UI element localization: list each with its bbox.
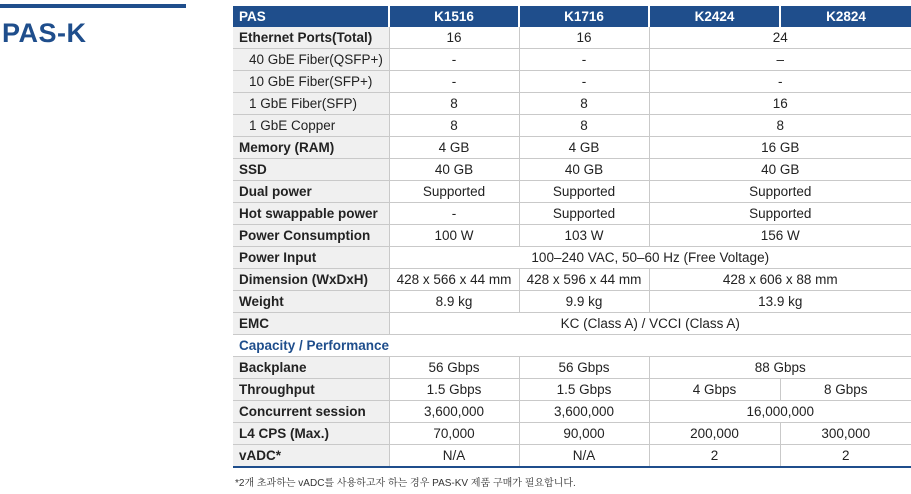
row-label: L4 CPS (Max.) — [233, 423, 389, 445]
table-cell: 8 — [649, 115, 911, 137]
header-cell-k1716: K1716 — [519, 6, 649, 27]
table-cell: 88 Gbps — [649, 357, 911, 379]
table-cell: 16 — [519, 27, 649, 49]
table-row — [233, 445, 911, 468]
table-row — [233, 71, 911, 93]
row-label: Memory (RAM) — [233, 137, 389, 159]
table-cell: 8 — [519, 115, 649, 137]
table-cell: 3,600,000 — [519, 401, 649, 423]
row-label: Throughput — [233, 379, 389, 401]
table-cell: 70,000 — [389, 423, 519, 445]
table-row — [233, 225, 911, 247]
row-label: 10 GbE Fiber(SFP+) — [233, 71, 389, 93]
table-cell: 24 — [649, 27, 911, 49]
row-label: 40 GbE Fiber(QSFP+) — [233, 49, 389, 71]
table-cell: - — [649, 71, 911, 93]
table-cell: 8 — [389, 93, 519, 115]
table-row — [233, 203, 911, 225]
table-cell: N/A — [389, 445, 519, 468]
table-cell: 156 W — [649, 225, 911, 247]
table-cell: 4 GB — [389, 137, 519, 159]
table-row — [233, 27, 911, 49]
table-cell: 40 GB — [649, 159, 911, 181]
table-cell: 90,000 — [519, 423, 649, 445]
section-row — [233, 335, 911, 357]
table-cell: 16 — [649, 93, 911, 115]
table-cell: Supported — [519, 181, 649, 203]
table-cell: 200,000 — [649, 423, 780, 445]
table-cell: – — [649, 49, 911, 71]
table-cell: 428 x 596 x 44 mm — [519, 269, 649, 291]
table-cell: 8 — [519, 93, 649, 115]
table-cell: 56 Gbps — [389, 357, 519, 379]
table-cell: - — [389, 71, 519, 93]
table-cell: 103 W — [519, 225, 649, 247]
table-cell: 3,600,000 — [389, 401, 519, 423]
row-label: Concurrent session — [233, 401, 389, 423]
header-cell-pas: PAS — [233, 6, 389, 27]
table-row — [233, 269, 911, 291]
table-cell: 100–240 VAC, 50–60 Hz (Free Voltage) — [389, 247, 911, 269]
row-label: EMC — [233, 313, 389, 335]
table-row — [233, 401, 911, 423]
table-row — [233, 115, 911, 137]
table-row — [233, 247, 911, 269]
table-cell: 8 — [389, 115, 519, 137]
table-cell: 1.5 Gbps — [519, 379, 649, 401]
row-label: vADC* — [233, 445, 389, 468]
row-label: Hot swappable power — [233, 203, 389, 225]
spec-table — [233, 6, 911, 468]
table-cell: 428 x 606 x 88 mm — [649, 269, 911, 291]
row-label: Power Input — [233, 247, 389, 269]
header-cell-k1516: K1516 — [389, 6, 519, 27]
table-cell: - — [389, 49, 519, 71]
table-cell: 9.9 kg — [519, 291, 649, 313]
row-label: Power Consumption — [233, 225, 389, 247]
row-label: Ethernet Ports(Total) — [233, 27, 389, 49]
row-label: Weight — [233, 291, 389, 313]
table-row — [233, 313, 911, 335]
table-cell: 56 Gbps — [519, 357, 649, 379]
table-cell: 300,000 — [780, 423, 911, 445]
table-cell: KC (Class A) / VCCI (Class A) — [389, 313, 911, 335]
table-row — [233, 49, 911, 71]
table-cell: 1.5 Gbps — [389, 379, 519, 401]
table-cell: 16 GB — [649, 137, 911, 159]
table-cell: 40 GB — [519, 159, 649, 181]
table-cell: 4 Gbps — [649, 379, 780, 401]
table-cell: 8 Gbps — [780, 379, 911, 401]
row-label: Dimension (WxDxH) — [233, 269, 389, 291]
table-cell: 16 — [389, 27, 519, 49]
table-cell: 100 W — [389, 225, 519, 247]
table-row — [233, 357, 911, 379]
table-cell: N/A — [519, 445, 649, 468]
table-row — [233, 423, 911, 445]
header-cell-k2424: K2424 — [649, 6, 780, 27]
table-cell: 16,000,000 — [649, 401, 911, 423]
table-cell: Supported — [649, 203, 911, 225]
spec-table-body — [233, 27, 911, 467]
row-label: 1 GbE Copper — [233, 115, 389, 137]
table-cell: - — [519, 71, 649, 93]
page-title: PAS-K — [2, 18, 87, 48]
row-label: Backplane — [233, 357, 389, 379]
spec-table-header — [233, 6, 911, 27]
table-cell: 8.9 kg — [389, 291, 519, 313]
row-label: SSD — [233, 159, 389, 181]
table-cell: - — [519, 49, 649, 71]
table-row — [233, 181, 911, 203]
table-row — [233, 93, 911, 115]
table-row — [233, 159, 911, 181]
table-cell: Supported — [519, 203, 649, 225]
title-accent-bar — [0, 4, 186, 8]
header-cell-k2824: K2824 — [780, 6, 911, 27]
table-cell: 40 GB — [389, 159, 519, 181]
table-cell: 428 x 566 x 44 mm — [389, 269, 519, 291]
section-heading: Capacity / Performance — [233, 335, 911, 357]
table-row — [233, 291, 911, 313]
table-cell: 13.9 kg — [649, 291, 911, 313]
table-cell: Supported — [389, 181, 519, 203]
row-label: 1 GbE Fiber(SFP) — [233, 93, 389, 115]
table-cell: 2 — [780, 445, 911, 468]
table-cell: 2 — [649, 445, 780, 468]
table-cell: - — [389, 203, 519, 225]
footnote: *2개 초과하는 vADC를 사용하고자 하는 경우 PAS-KV 제품 구매가 필요합니다. — [235, 478, 576, 489]
table-cell: Supported — [649, 181, 911, 203]
table-row — [233, 379, 911, 401]
table-cell: 4 GB — [519, 137, 649, 159]
table-row — [233, 137, 911, 159]
row-label: Dual power — [233, 181, 389, 203]
